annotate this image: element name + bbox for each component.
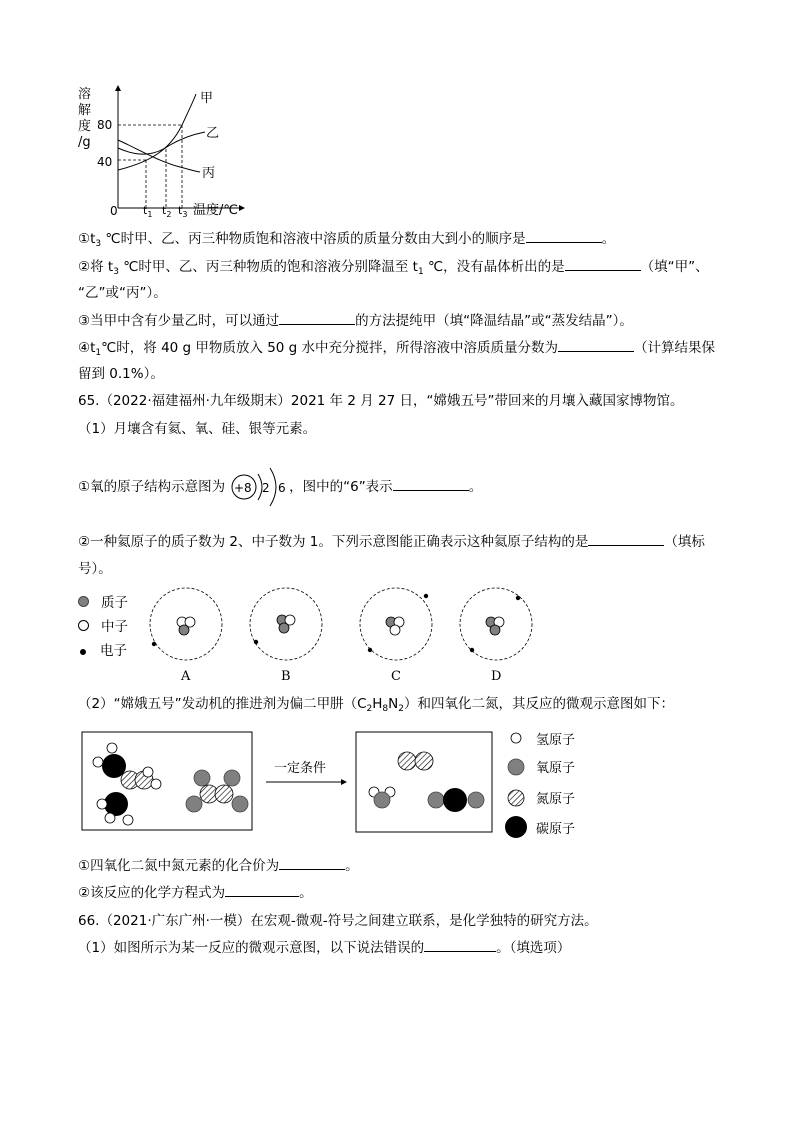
y-label-1: 溶 [78,87,92,102]
shell-2-count: 6 [278,481,286,495]
q65-helium-line-1: ②一种氦原子的质子数为 2、中子数为 1。下列示意图能正确表示这种氦原子结构的是 （填标 [78,534,705,550]
y-label-4: /g [78,135,91,150]
reaction-condition: 一定条件 [274,761,327,776]
option-b-label: B [281,669,291,684]
answer-blank[interactable] [424,939,496,952]
y-label-3: 度 [78,119,92,134]
tick-t3: $t_3$ [178,204,188,219]
q65-helium-line-2: 号）。 [78,561,112,577]
answer-blank[interactable] [558,339,634,352]
legend-electron: 电子 [78,640,128,664]
option-c-label: C [391,669,401,684]
option-a-label: A [181,669,191,684]
legend-proton: 质子 [78,592,128,616]
solubility-graph [70,80,270,225]
q65-title: 65.（2022·福建福州·九年级期末）2021 年 2 月 27 日，“嫦娥五号”带回来的月壤入藏国家博物馆。 [78,393,684,409]
tick-40: 40 [97,155,113,169]
q66-part1: （1）如图所示为某一反应的微观示意图，以下说法错误的 。（填选项） [78,940,571,956]
legend-neutron: 中子 [78,616,128,640]
q64-line-2: ②将 $t_3$ ℃时甲、乙、丙三种物质的饱和溶液分别降温至 $t_1$ ℃，没有晶体析出的是 （填“甲”、 [78,259,709,277]
helium-legend [78,592,128,664]
q64-line-6: 留到 0.1%）。 [78,366,164,382]
x-label: 温度/℃ [193,203,238,218]
q64-line-1: $①t_3$ ℃时甲、乙、丙三种物质饱和溶液中溶质的质量分数由大到小的顺序是 。 [78,231,616,249]
q65-sub-q2: ②该反应的化学方程式为 。 [78,885,313,901]
helium-options [140,584,540,684]
q65-sub-q1: ①四氧化二氮中氮元素的化合价为 。 [78,858,359,874]
legend-nitrogen: 氮原子 [536,792,576,807]
answer-blank[interactable] [526,230,602,243]
tick-t2: $t_2$ [162,204,172,219]
q65-oxygen-line: ①氧的原子结构示意图为 ，图中的“6”表示 。 [78,479,483,495]
products-box [356,732,492,832]
answer-blank[interactable] [393,478,469,491]
option-c[interactable] [360,588,432,660]
legend-carbon: 碳原子 [536,822,576,837]
q65-part2: （2）“嫦娥五号”发动机的推进剂为偏二甲肼$(C_2H_8N_2)$和四氧化二氮，其反应的微观示意图如下： [78,696,674,714]
nucleus-charge: +8 [234,481,252,495]
curve-bing [118,140,200,172]
q66-title: 66.（2021·广东广州·一模）在宏观-微观-符号之间建立联系，是化学独特的研究方法。 [78,913,598,929]
label-yi: 乙 [206,126,220,141]
answer-blank[interactable] [225,884,299,897]
tick-origin: 0 [110,204,118,218]
shell-1-count: 2 [262,481,270,495]
label-jia: 甲 [200,91,214,106]
legend-oxygen: 氧原子 [536,761,576,776]
tick-80: 80 [97,118,113,132]
answer-blank[interactable] [565,258,641,271]
oxygen-atom-diagram [228,462,298,512]
option-b[interactable] [250,588,322,660]
y-label-2: 解 [78,103,92,118]
q64-line-4: ③当甲中含有少量乙时，可以通过 的方法提纯甲（填“降温结晶”或“蒸发结晶”）。 [78,313,633,329]
legend-hydrogen: 氢原子 [536,733,576,748]
label-bing: 丙 [202,166,216,181]
answer-blank[interactable] [588,533,664,546]
option-d[interactable] [460,588,532,660]
q64-line-3: “乙”或“丙”）。 [78,285,167,301]
reaction-diagram [78,728,598,838]
q64-line-5: $④t_1℃$时，将 40 g 甲物质放入 50 g 水中充分搅拌，所得溶液中溶质质量分数为 （计算结果保 [78,340,716,358]
option-a[interactable] [150,588,222,660]
tick-t1: $t_1$ [143,204,153,219]
answer-blank[interactable] [279,312,355,325]
answer-blank[interactable] [279,857,345,870]
option-d-label: D [491,669,502,684]
q65-part1: （1）月壤含有氦、氧、硅、银等元素。 [78,421,317,437]
